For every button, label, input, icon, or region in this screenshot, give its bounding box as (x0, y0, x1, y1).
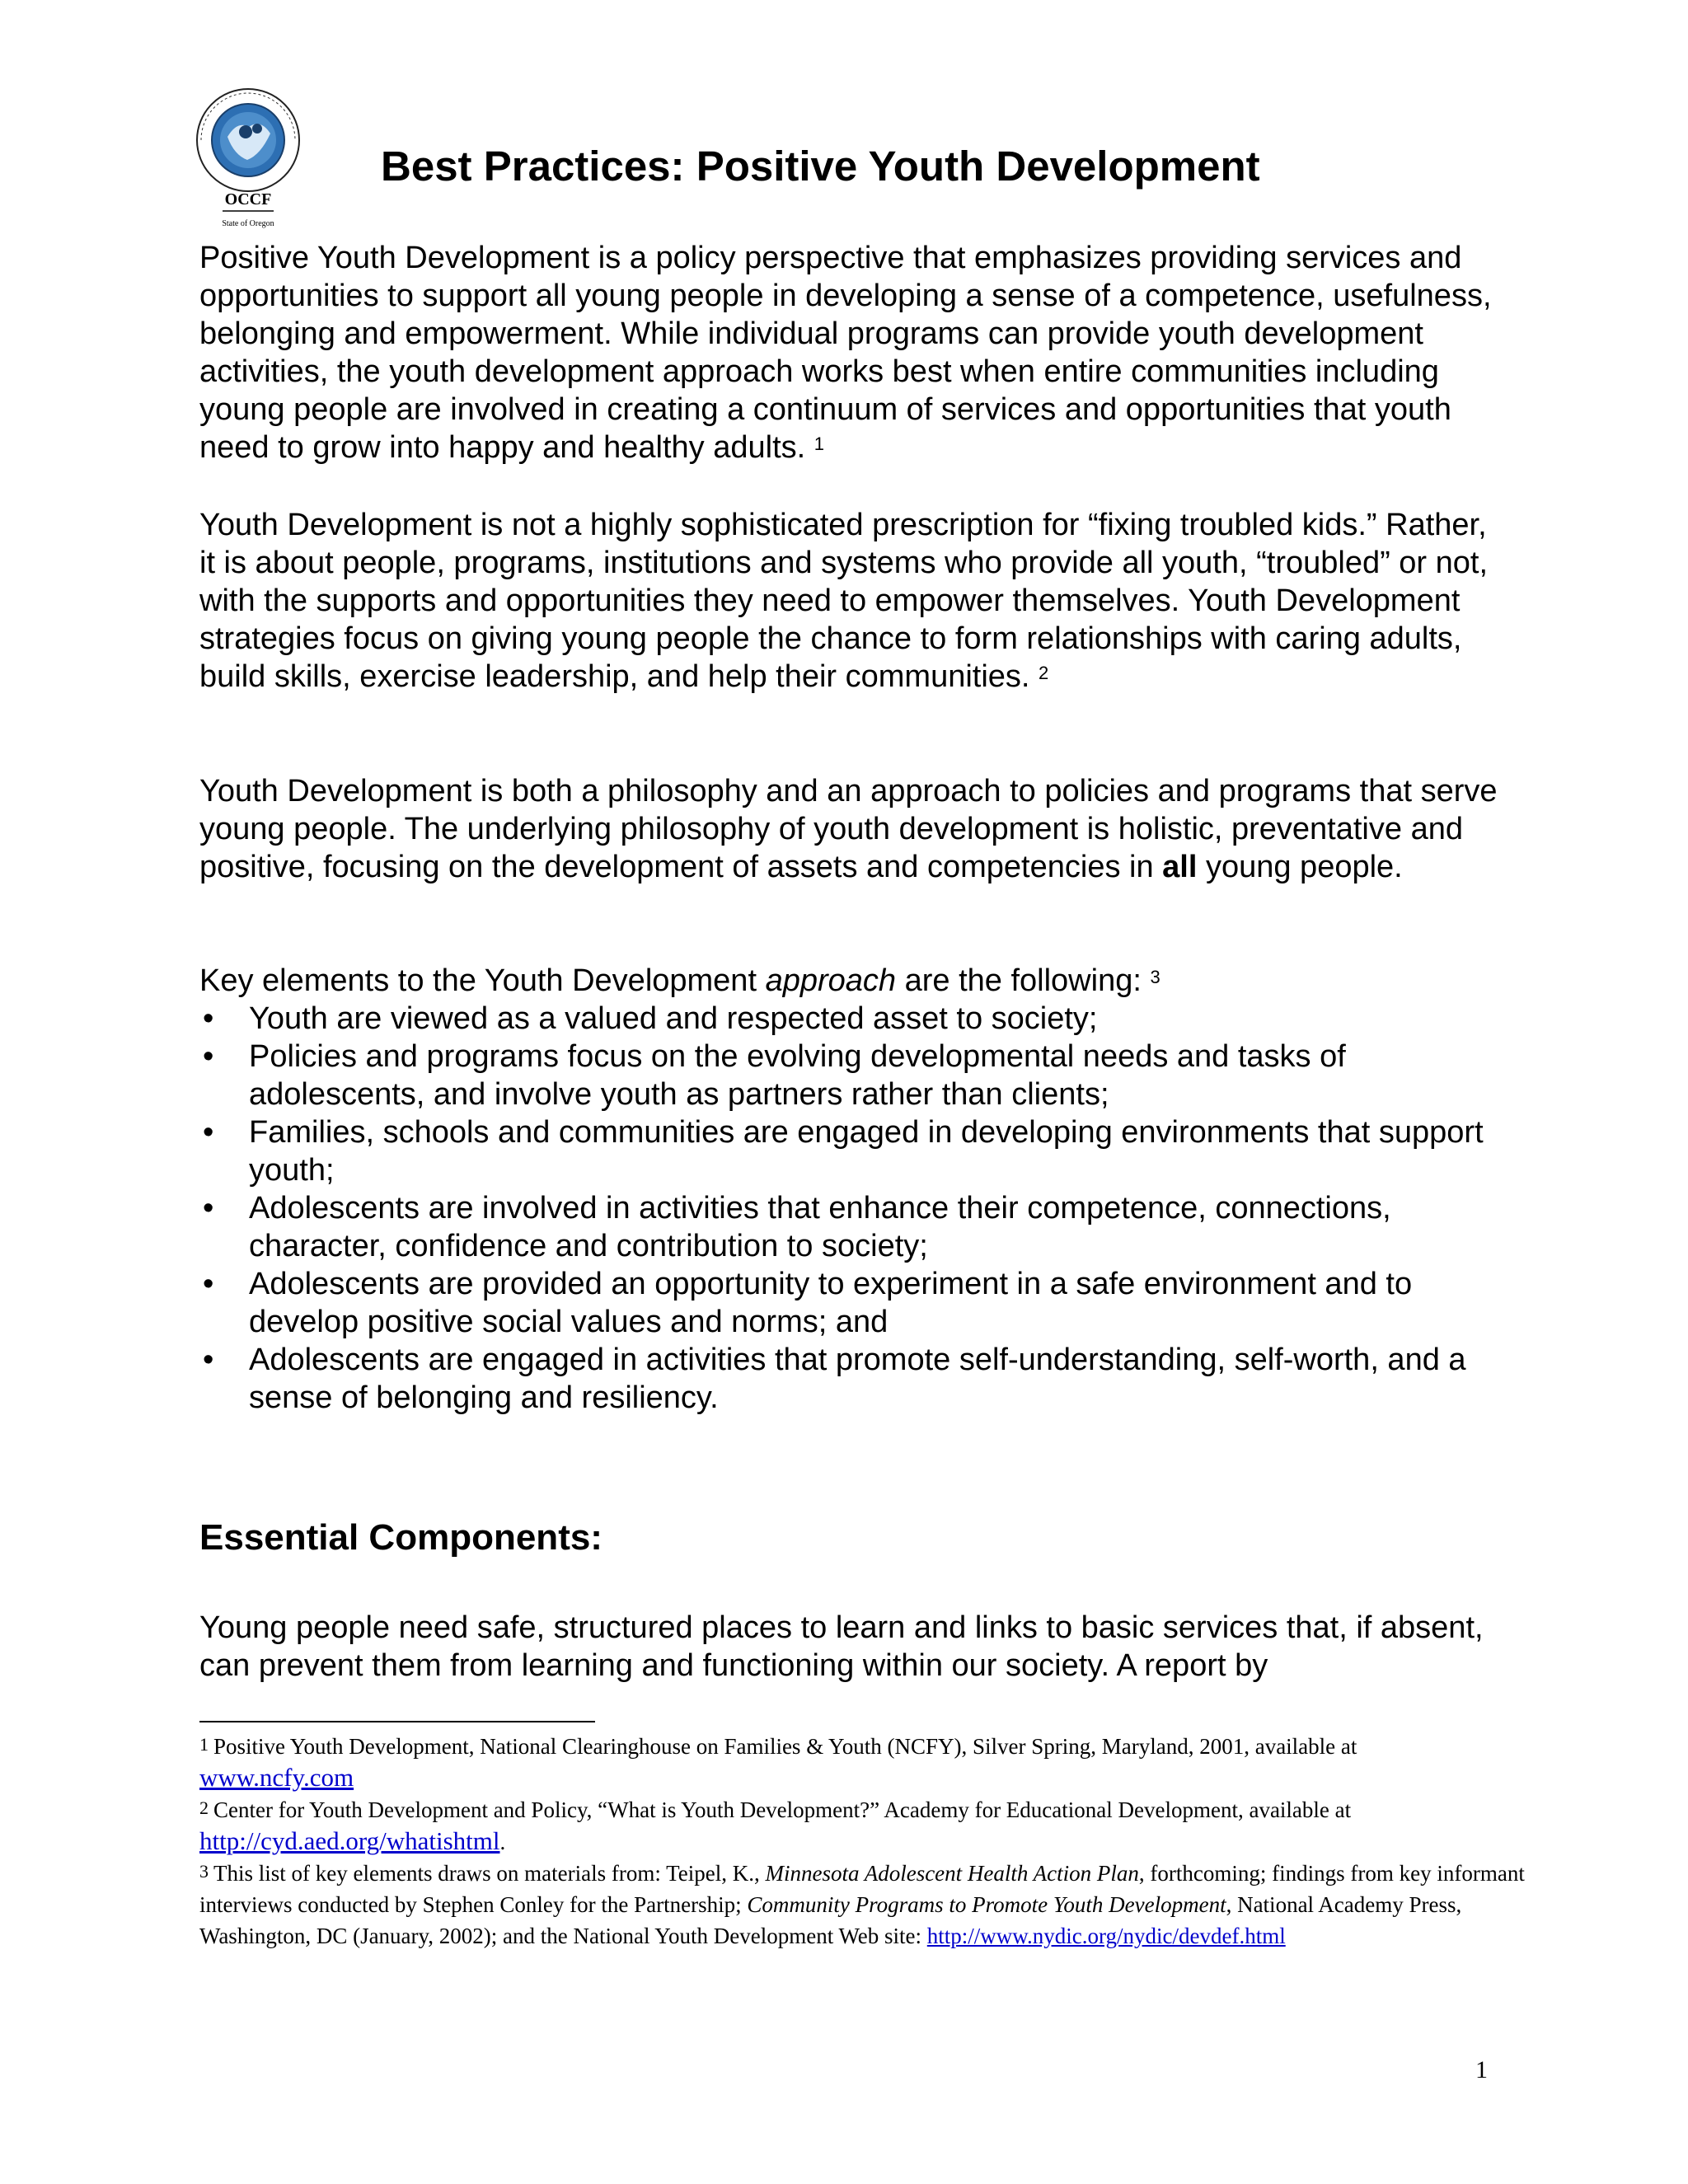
footnote-1-link[interactable]: www.ncfy.com (199, 1763, 354, 1792)
bullet-icon: • (203, 1343, 214, 1377)
footnote-number: 3 (199, 1861, 209, 1882)
list-item: • Adolescents are engaged in activities that promote self-understanding, self-worth, and a sense of belonging and resiliency. (203, 1343, 1466, 1415)
logo-abbr: OCCF (224, 190, 272, 209)
key-elements-list (199, 1000, 1502, 1417)
logo-subtext: State of Oregon (222, 219, 274, 228)
footnote-3: $^3$ This list of key elements draws on materials from: Teipel, K., Minnesota Adolescent Health Action Plan, forthcoming; findings from key informant interviews conducted by Stephen Conley for the Partnership; Community Programs to Promote Youth Development, National Academy Press, Washington, DC (January, 2002); and the National Youth Development Web site: http://www.nydic.org/nydic/devdef.html (199, 1861, 1525, 1948)
footnote-2: $^2$ Center for Youth Development and Policy, “What is Youth Development?” Academy for Educational Development, available at http://cyd.aed.org/whatishtml. (199, 1797, 1352, 1855)
list-item: • Families, schools and communities are engaged in developing environments that support youth; (203, 1115, 1484, 1188)
bullet-icon: • (203, 1039, 214, 1074)
key-elements-intro: Key elements to the Youth Development approach are the following: $^3$ (199, 963, 1160, 998)
paragraph-text: Positive Youth Development is a policy perspective that emphasizes providing services and opportunities to support all young people in developing a sense of a competence, usefulness, belonging and empowerment. While individual programs can provide youth development activities, the youth development approach works best when entire communities including young people are involved in creating a continuum of services and opportunities that youth need to grow into happy and healthy adults. (199, 241, 1492, 465)
paragraph-essential (199, 1609, 1502, 1685)
footnote-3-link[interactable]: http://www.nydic.org/nydic/devdef.html (926, 1924, 1286, 1948)
paragraph-not-prescription (199, 506, 1502, 696)
footnote-divider (199, 1721, 595, 1722)
bullet-icon: • (203, 1267, 214, 1301)
bullet-icon: • (203, 1191, 214, 1226)
page-title: Best Practices: Positive Youth Development (381, 143, 1260, 190)
paragraph-text: Young people need safe, structured places to learn and links to basic services that, if absent, can prevent them from learning and functioning within our society. A report by (199, 1610, 1484, 1683)
emphasis-all: all (1162, 850, 1198, 884)
section-heading: Essential Components: (199, 1517, 603, 1558)
footnote-2-link[interactable]: http://cyd.aed.org/whatishtml (199, 1826, 500, 1855)
footnote-ref[interactable]: 3 (1150, 967, 1160, 987)
footnote-number: 1 (199, 1734, 209, 1755)
paragraph-tail: young people. (1205, 850, 1403, 884)
list-item: • Youth are viewed as a valued and respected asset to society; (203, 1001, 1098, 1036)
paragraph-intro (199, 239, 1502, 466)
footnote-1: $^1$ Positive Youth Development, National Clearinghouse on Families & Youth (NCFY), Silver Spring, Maryland, 2001, available at www.ncfy.com (199, 1734, 1357, 1792)
list-item: • Adolescents are provided an opportunity to experiment in a safe environment and to develop positive social values and norms; and (203, 1267, 1413, 1339)
occf-logo (195, 79, 302, 234)
emphasis-approach: approach (765, 963, 897, 998)
list-item: • Policies and programs focus on the evolving developmental needs and tasks of adolescents, and involve youth as partners rather than clients; (203, 1039, 1346, 1112)
paragraph-text: Youth Development is both a philosophy and an approach to policies and programs that serve young people. The underlying philosophy of youth development is holistic, preventative and positive, focusing on the development of assets and competencies in (199, 774, 1498, 884)
bullet-icon: • (203, 1115, 214, 1150)
key-elements-section (199, 962, 1502, 1417)
footnote-number: 2 (199, 1797, 209, 1818)
paragraph-philosophy (199, 772, 1502, 886)
occf-seal-icon (195, 79, 302, 234)
footnote-ref[interactable]: 2 (1039, 663, 1049, 683)
footnotes (199, 1731, 1535, 1952)
footnote-ref[interactable]: 1 (814, 434, 825, 454)
bullet-icon: • (203, 1001, 214, 1036)
list-item: • Adolescents are involved in activities that enhance their competence, connections, character, confidence and contribution to society; (203, 1191, 1391, 1263)
paragraph-text: Youth Development is not a highly sophisticated prescription for “fixing troubled kids.” Rather, it is about people, programs, institutions and systems who provide all youth, “troubled” or not, with the supports and opportunities they need to empower themselves. Youth Development strategies focus on giving young people the chance to form relationships with caring adults, build skills, exercise leadership, and help their communities. (199, 508, 1489, 694)
page-number: 1 (1475, 2056, 1488, 2083)
